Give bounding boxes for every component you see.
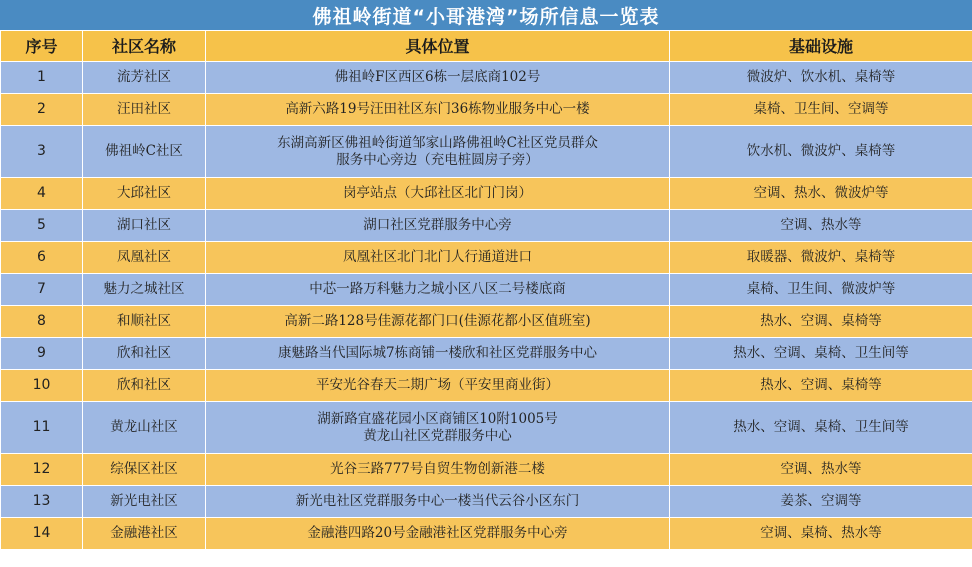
row-number: 14 [1, 518, 83, 550]
location [206, 402, 670, 454]
table-row [1, 486, 972, 518]
table-row [1, 274, 972, 306]
table-row [1, 62, 972, 94]
community-name: 佛祖岭C社区 [83, 126, 206, 178]
location [206, 94, 670, 126]
location [206, 62, 670, 94]
row-number: 2 [1, 94, 83, 126]
community-name: 和顺社区 [83, 306, 206, 338]
location [206, 242, 670, 274]
community-name: 汪田社区 [83, 94, 206, 126]
community-name: 大邱社区 [83, 178, 206, 210]
facilities: 桌椅、卫生间、微波炉等 [670, 274, 972, 306]
location-text: 平安光谷春天二期广场（平安里商业街） [316, 377, 559, 393]
facilities: 姜茶、空调等 [670, 486, 972, 518]
location-text: 光谷三路777号自贸生物创新港二楼 [330, 461, 545, 477]
row-number: 13 [1, 486, 83, 518]
location [206, 370, 670, 402]
community-name: 湖口社区 [83, 210, 206, 242]
row-number: 12 [1, 454, 83, 486]
row-number: 4 [1, 178, 83, 210]
table-row [1, 518, 972, 550]
location-text: 康魅路当代国际城7栋商铺一楼欣和社区党群服务中心 [277, 345, 598, 361]
location-text: 湖口社区党群服务中心旁 [363, 217, 512, 233]
facilities: 取暖器、微波炉、桌椅等 [670, 242, 972, 274]
location [206, 178, 670, 210]
facilities: 空调、热水等 [670, 454, 972, 486]
row-number: 7 [1, 274, 83, 306]
row-number: 11 [1, 402, 83, 454]
header-row [1, 31, 972, 62]
table-row [1, 306, 972, 338]
facilities: 微波炉、饮水机、桌椅等 [670, 62, 972, 94]
community-name: 欣和社区 [83, 370, 206, 402]
location-text: 金融港四路20号金融港社区党群服务中心旁 [307, 525, 568, 541]
location [206, 486, 670, 518]
facilities: 热水、空调、桌椅等 [670, 370, 972, 402]
community-name: 综保区社区 [83, 454, 206, 486]
community-name: 黄龙山社区 [83, 402, 206, 454]
table-row [1, 242, 972, 274]
venue-table [0, 30, 972, 550]
column-header-location: 具体位置 [206, 31, 670, 62]
location [206, 338, 670, 370]
location [206, 518, 670, 550]
facilities: 桌椅、卫生间、空调等 [670, 94, 972, 126]
location-text: 东湖高新区佛祖岭街道邹家山路佛祖岭C社区党员群众 服务中心旁边（充电桩圆房子旁） [277, 134, 598, 168]
table-row [1, 210, 972, 242]
location-text: 中芯一路万科魅力之城小区八区二号楼底商 [309, 281, 566, 297]
facilities: 空调、热水、微波炉等 [670, 178, 972, 210]
location [206, 306, 670, 338]
location-text: 高新二路128号佳源花都门口(佳源花都小区值班室) [284, 313, 591, 329]
table-row [1, 370, 972, 402]
row-number: 9 [1, 338, 83, 370]
location [206, 274, 670, 306]
location-text: 新光电社区党群服务中心一楼当代云谷小区东门 [295, 493, 580, 509]
table-row [1, 338, 972, 370]
location [206, 126, 670, 178]
table-row [1, 94, 972, 126]
facilities: 空调、热水等 [670, 210, 972, 242]
table-row [1, 126, 972, 178]
column-header-community: 社区名称 [83, 31, 206, 62]
location-text: 高新六路19号汪田社区东门36栋物业服务中心一楼 [285, 101, 590, 117]
community-name: 流芳社区 [83, 62, 206, 94]
community-name: 新光电社区 [83, 486, 206, 518]
location [206, 454, 670, 486]
row-number: 10 [1, 370, 83, 402]
facilities: 热水、空调、桌椅、卫生间等 [670, 402, 972, 454]
location-text: 湖新路宜盛花园小区商铺区10附1005号 黄龙山社区党群服务中心 [317, 410, 558, 444]
location-text: 佛祖岭F区西区6栋一层底商102号 [334, 69, 541, 85]
location-text: 岗亭站点（大邱社区北门门岗） [343, 185, 532, 201]
location [206, 210, 670, 242]
column-header-number: 序号 [1, 31, 83, 62]
table-title: 佛祖岭街道“小哥港湾”场所信息一览表 [0, 0, 972, 30]
row-number: 5 [1, 210, 83, 242]
location-text: 凤凰社区北门北门人行通道进口 [343, 249, 532, 265]
table-row [1, 178, 972, 210]
facilities: 饮水机、微波炉、桌椅等 [670, 126, 972, 178]
column-header-facilities: 基础设施 [670, 31, 972, 62]
row-number: 6 [1, 242, 83, 274]
row-number: 8 [1, 306, 83, 338]
community-name: 金融港社区 [83, 518, 206, 550]
facilities: 热水、空调、桌椅、卫生间等 [670, 338, 972, 370]
row-number: 1 [1, 62, 83, 94]
community-name: 欣和社区 [83, 338, 206, 370]
community-name: 魅力之城社区 [83, 274, 206, 306]
community-name: 凤凰社区 [83, 242, 206, 274]
facilities: 热水、空调、桌椅等 [670, 306, 972, 338]
row-number: 3 [1, 126, 83, 178]
table-row [1, 402, 972, 454]
facilities: 空调、桌椅、热水等 [670, 518, 972, 550]
table-row [1, 454, 972, 486]
